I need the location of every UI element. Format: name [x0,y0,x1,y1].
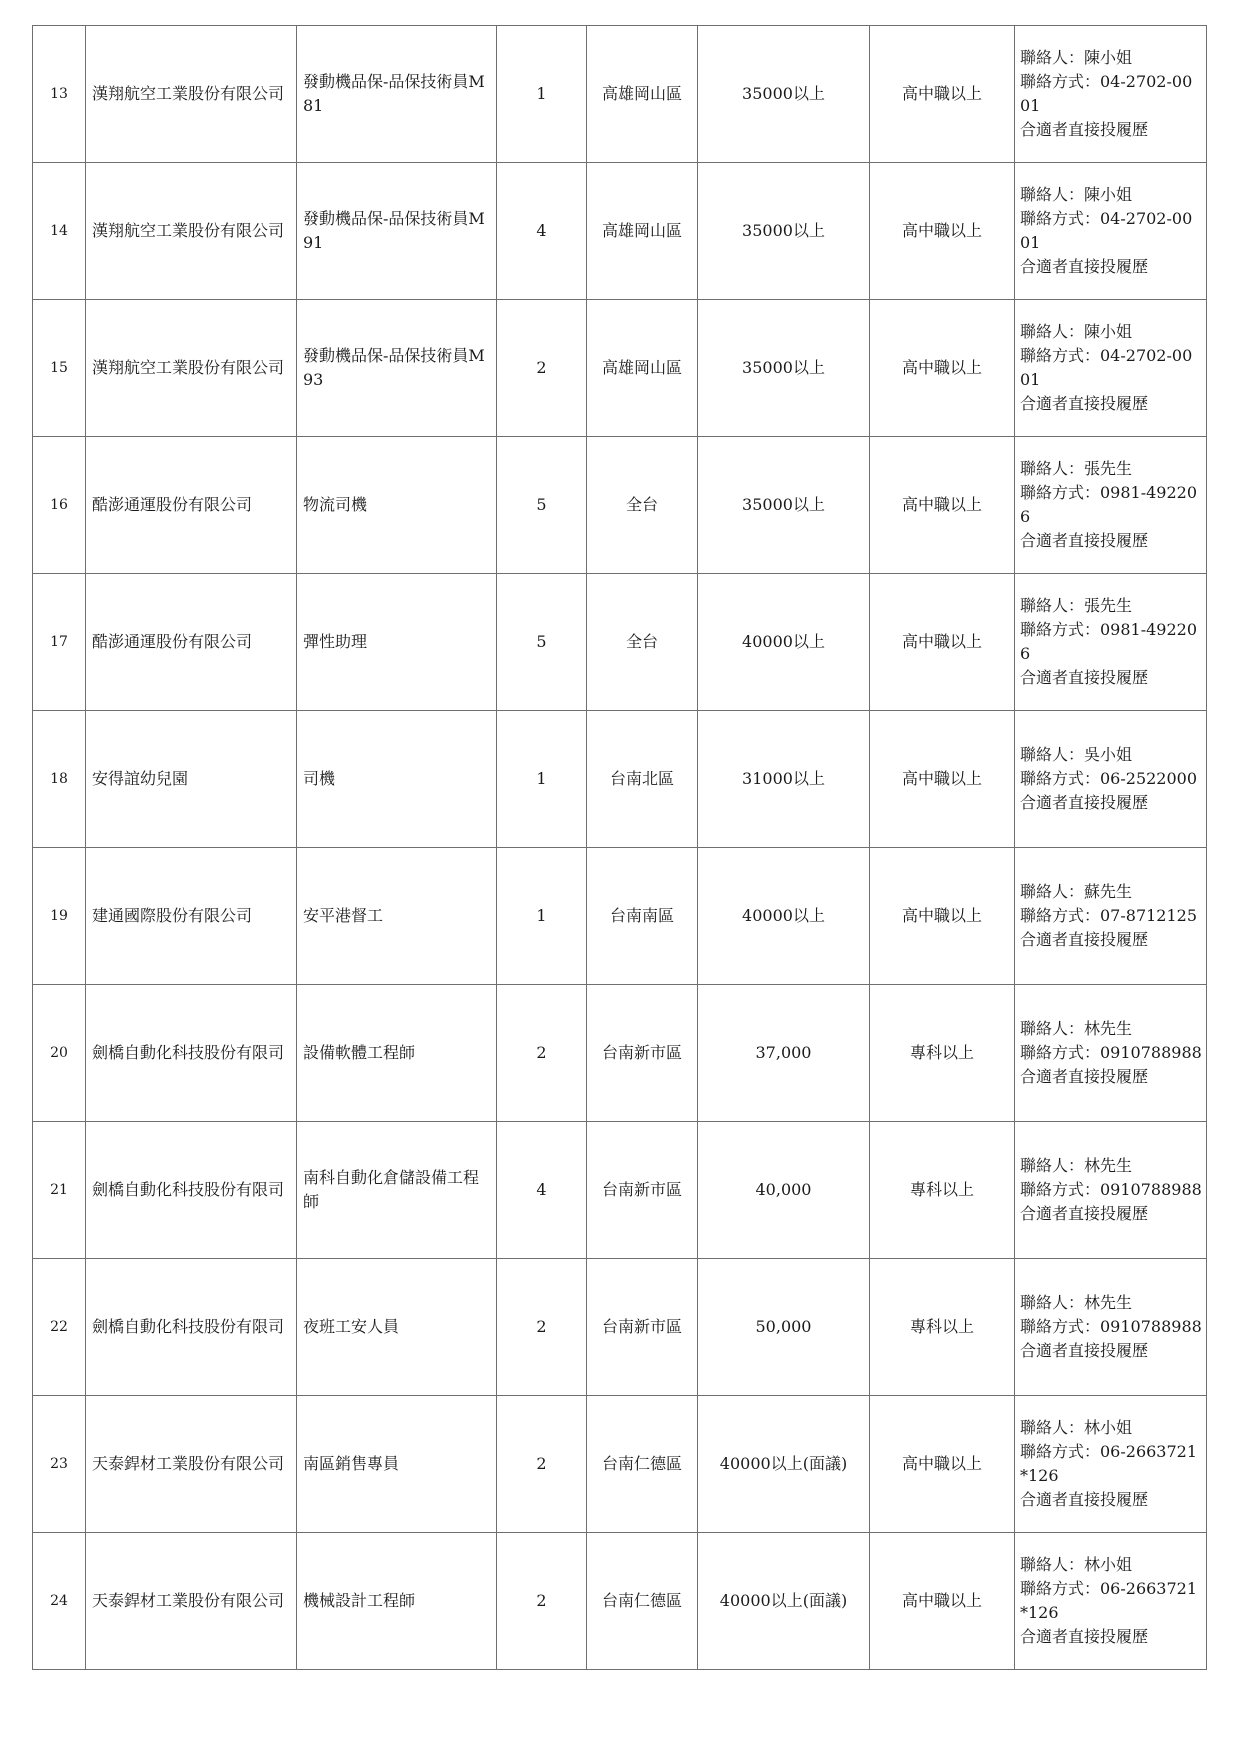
hiring-count: 4 [497,163,587,300]
contact-note: 合適者直接投履歷 [1020,668,1149,687]
company-name: 漢翔航空工業股份有限公司 [86,26,297,163]
contact-info [1015,848,1207,985]
contact-method: 聯絡方式：06-2522000 [1020,769,1198,788]
contact-method: 聯絡方式：0981-492206 [1020,483,1198,526]
row-number: 23 [33,1396,86,1533]
contact-person: 聯絡人：林小姐 [1020,1555,1133,1574]
education-requirement: 高中職以上 [870,26,1015,163]
job-position: 發動機品保-品保技術員M93 [297,300,497,437]
company-name: 漢翔航空工業股份有限公司 [86,163,297,300]
education-requirement: 高中職以上 [870,848,1015,985]
job-position: 機械設計工程師 [297,1533,497,1670]
table-row [33,985,1207,1122]
job-listing-body [33,26,1207,1670]
company-name: 漢翔航空工業股份有限公司 [86,300,297,437]
job-position: 發動機品保-品保技術員M91 [297,163,497,300]
work-area: 高雄岡山區 [587,300,698,437]
job-listing-table [32,25,1207,1670]
contact-note: 合適者直接投履歷 [1020,1204,1149,1223]
education-requirement: 高中職以上 [870,1396,1015,1533]
table-row [33,1396,1207,1533]
salary: 40000以上 [698,574,870,711]
table-row [33,711,1207,848]
work-area: 全台 [587,574,698,711]
work-area: 台南南區 [587,848,698,985]
hiring-count: 5 [497,574,587,711]
salary: 40000以上(面議) [698,1533,870,1670]
row-number: 13 [33,26,86,163]
contact-info [1015,163,1207,300]
job-position: 彈性助理 [297,574,497,711]
contact-person: 聯絡人：林先生 [1020,1019,1133,1038]
row-number: 17 [33,574,86,711]
contact-note: 合適者直接投履歷 [1020,257,1149,276]
contact-info [1015,1259,1207,1396]
contact-method: 聯絡方式：07-8712125 [1020,906,1198,925]
company-name: 天泰銲材工業股份有限公司 [86,1396,297,1533]
education-requirement: 高中職以上 [870,711,1015,848]
contact-method: 聯絡方式：04-2702-0001 [1020,346,1193,389]
work-area: 台南新市區 [587,1259,698,1396]
company-name: 酷澎通運股份有限公司 [86,437,297,574]
contact-person: 聯絡人：陳小姐 [1020,48,1133,67]
contact-person: 聯絡人：林先生 [1020,1293,1133,1312]
work-area: 台南仁德區 [587,1533,698,1670]
hiring-count: 4 [497,1122,587,1259]
contact-info [1015,711,1207,848]
work-area: 高雄岡山區 [587,163,698,300]
contact-note: 合適者直接投履歷 [1020,1627,1149,1646]
company-name: 建通國際股份有限公司 [86,848,297,985]
table-row [33,437,1207,574]
hiring-count: 2 [497,300,587,437]
hiring-count: 2 [497,985,587,1122]
work-area: 台南仁德區 [587,1396,698,1533]
contact-person: 聯絡人：陳小姐 [1020,322,1133,341]
table-row [33,163,1207,300]
hiring-count: 1 [497,26,587,163]
work-area: 全台 [587,437,698,574]
contact-info [1015,437,1207,574]
row-number: 22 [33,1259,86,1396]
education-requirement: 高中職以上 [870,437,1015,574]
contact-note: 合適者直接投履歷 [1020,1490,1149,1509]
education-requirement: 高中職以上 [870,574,1015,711]
contact-person: 聯絡人：張先生 [1020,459,1133,478]
salary: 35000以上 [698,163,870,300]
contact-info [1015,985,1207,1122]
table-row [33,574,1207,711]
row-number: 16 [33,437,86,574]
job-position: 發動機品保-品保技術員M81 [297,26,497,163]
contact-note: 合適者直接投履歷 [1020,793,1149,812]
hiring-count: 2 [497,1259,587,1396]
job-position: 司機 [297,711,497,848]
contact-method: 聯絡方式：0910788988 [1020,1043,1202,1062]
job-position: 夜班工安人員 [297,1259,497,1396]
job-position: 南科自動化倉儲設備工程師 [297,1122,497,1259]
table-row [33,848,1207,985]
education-requirement: 專科以上 [870,985,1015,1122]
contact-note: 合適者直接投履歷 [1020,531,1149,550]
contact-info [1015,574,1207,711]
education-requirement: 高中職以上 [870,163,1015,300]
contact-method: 聯絡方式：06-2663721*126 [1020,1442,1198,1485]
salary: 40000以上 [698,848,870,985]
job-position: 設備軟體工程師 [297,985,497,1122]
hiring-count: 1 [497,711,587,848]
row-number: 21 [33,1122,86,1259]
hiring-count: 1 [497,848,587,985]
contact-info [1015,1533,1207,1670]
table-row [33,1259,1207,1396]
row-number: 14 [33,163,86,300]
row-number: 20 [33,985,86,1122]
contact-method: 聯絡方式：0981-492206 [1020,620,1198,663]
salary: 35000以上 [698,437,870,574]
contact-person: 聯絡人：林小姐 [1020,1418,1133,1437]
salary: 40000以上(面議) [698,1396,870,1533]
table-row [33,1533,1207,1670]
job-position: 南區銷售專員 [297,1396,497,1533]
contact-note: 合適者直接投履歷 [1020,930,1149,949]
contact-info [1015,26,1207,163]
contact-info [1015,1396,1207,1533]
salary: 35000以上 [698,26,870,163]
education-requirement: 高中職以上 [870,1533,1015,1670]
company-name: 天泰銲材工業股份有限公司 [86,1533,297,1670]
contact-person: 聯絡人：張先生 [1020,596,1133,615]
contact-note: 合適者直接投履歷 [1020,1067,1149,1086]
contact-person: 聯絡人：蘇先生 [1020,882,1133,901]
contact-method: 聯絡方式：04-2702-0001 [1020,72,1193,115]
row-number: 19 [33,848,86,985]
company-name: 劍橋自動化科技股份有限司 [86,1259,297,1396]
education-requirement: 專科以上 [870,1122,1015,1259]
work-area: 台南新市區 [587,1122,698,1259]
salary: 37,000 [698,985,870,1122]
contact-person: 聯絡人：林先生 [1020,1156,1133,1175]
company-name: 劍橋自動化科技股份有限司 [86,985,297,1122]
hiring-count: 5 [497,437,587,574]
contact-person: 聯絡人：陳小姐 [1020,185,1133,204]
job-position: 安平港督工 [297,848,497,985]
table-row [33,300,1207,437]
contact-info [1015,1122,1207,1259]
row-number: 18 [33,711,86,848]
contact-info [1015,300,1207,437]
table-row [33,26,1207,163]
row-number: 15 [33,300,86,437]
hiring-count: 2 [497,1533,587,1670]
job-position: 物流司機 [297,437,497,574]
row-number: 24 [33,1533,86,1670]
contact-method: 聯絡方式：04-2702-0001 [1020,209,1193,252]
company-name: 安得誼幼兒園 [86,711,297,848]
work-area: 台南北區 [587,711,698,848]
company-name: 酷澎通運股份有限公司 [86,574,297,711]
contact-note: 合適者直接投履歷 [1020,394,1149,413]
contact-method: 聯絡方式：0910788988 [1020,1180,1202,1199]
salary: 35000以上 [698,300,870,437]
contact-method: 聯絡方式：06-2663721*126 [1020,1579,1198,1622]
contact-method: 聯絡方式：0910788988 [1020,1317,1202,1336]
education-requirement: 高中職以上 [870,300,1015,437]
contact-person: 聯絡人：吳小姐 [1020,745,1133,764]
salary: 31000以上 [698,711,870,848]
education-requirement: 專科以上 [870,1259,1015,1396]
table-row [33,1122,1207,1259]
work-area: 高雄岡山區 [587,26,698,163]
work-area: 台南新市區 [587,985,698,1122]
salary: 40,000 [698,1122,870,1259]
salary: 50,000 [698,1259,870,1396]
contact-note: 合適者直接投履歷 [1020,1341,1149,1360]
contact-note: 合適者直接投履歷 [1020,120,1149,139]
hiring-count: 2 [497,1396,587,1533]
company-name: 劍橋自動化科技股份有限司 [86,1122,297,1259]
